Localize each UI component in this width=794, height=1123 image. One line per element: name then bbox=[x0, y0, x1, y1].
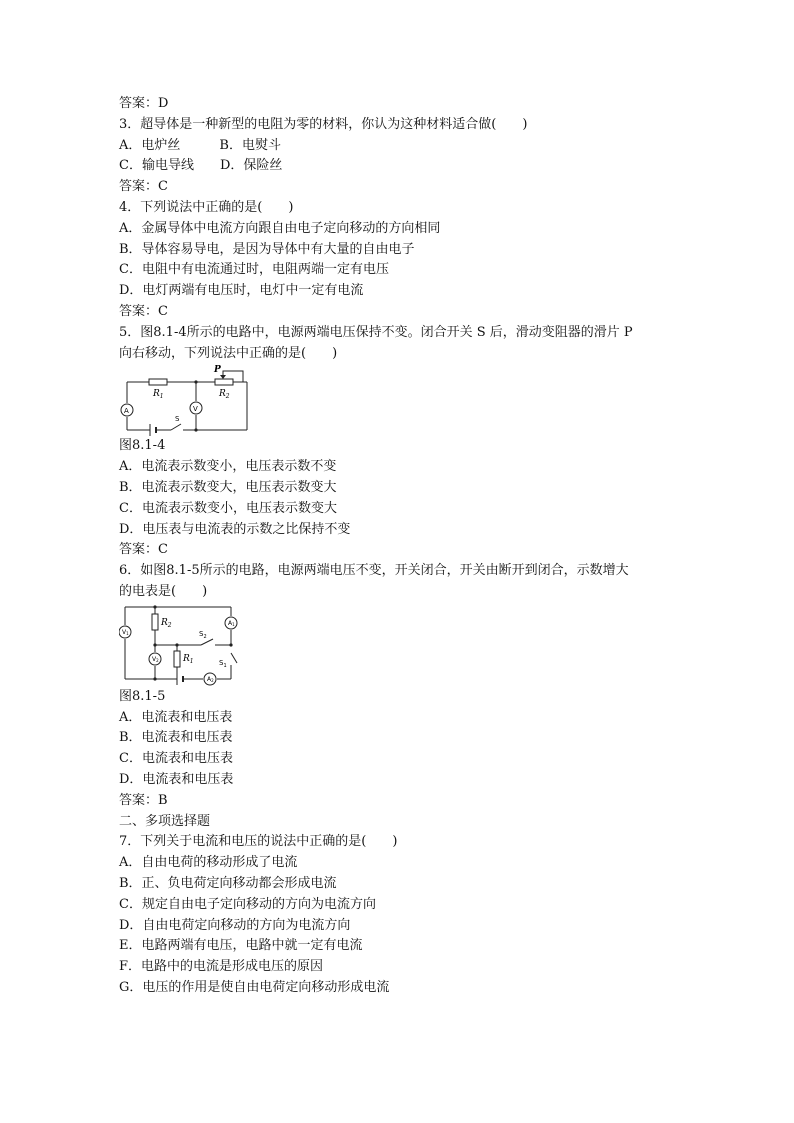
voltmeter-label: V bbox=[193, 405, 198, 414]
option-line: A．电流表示数变小，电压表示数不变 bbox=[119, 459, 337, 475]
option-line: E．电路两端有电压，电路中就一定有电流 bbox=[119, 938, 363, 954]
question-3: 3．超导体是一种新型的电阻为零的材料，你认为这种材料适合做( ) bbox=[119, 116, 528, 132]
ammeter-label: A bbox=[124, 407, 129, 416]
r1-label: $R_1$ bbox=[153, 389, 164, 401]
question-7: 7．下列关于电流和电压的说法中正确的是( ) bbox=[119, 834, 398, 850]
text-block-2 bbox=[119, 457, 679, 603]
r2-label: $R_2$ bbox=[219, 389, 230, 401]
r2-label: $R_2$ bbox=[161, 617, 172, 629]
option-line: A．电流表和电压表 bbox=[119, 709, 233, 725]
answer-line: 答案：C bbox=[119, 303, 168, 319]
v2-label: V2 bbox=[152, 655, 159, 663]
option-line: F．电路中的电流是形成电压的原因 bbox=[119, 959, 324, 975]
section-heading: 二、多项选择题 bbox=[119, 813, 211, 829]
option-line: A．电炉丝 B．电熨斗 bbox=[119, 137, 281, 153]
answer-line: 答案：C bbox=[119, 542, 168, 558]
slider-arrow bbox=[220, 375, 226, 379]
s1-label: $S_1$ bbox=[219, 658, 227, 669]
option-line: D．电灯两端有电压时，电灯中一定有电流 bbox=[119, 283, 364, 299]
r2-resistor bbox=[152, 614, 158, 630]
circuit-figure-8-1-4 bbox=[119, 364, 679, 436]
option-line: B．电流表示数变大，电压表示数变大 bbox=[119, 479, 337, 495]
switch-label: S bbox=[175, 415, 180, 424]
answer-line: 答案：B bbox=[119, 792, 168, 808]
s2-label: $S_2$ bbox=[199, 629, 207, 640]
option-line: C．电流表和电压表 bbox=[119, 751, 233, 767]
question-6-cont: 的电表是( ) bbox=[119, 583, 208, 599]
text-block-3 bbox=[119, 708, 679, 999]
question-5-cont: 向右移动，下列说法中正确的是( ) bbox=[119, 345, 338, 361]
option-line: D．自由电荷定向移动的方向为电流方向 bbox=[119, 917, 351, 933]
document-page bbox=[119, 94, 679, 999]
option-line: C．输电导线 D．保险丝 bbox=[119, 158, 283, 174]
option-line: C．电流表示数变小，电压表示数变大 bbox=[119, 500, 337, 516]
figure-caption: 图8.1-5 bbox=[119, 688, 166, 704]
question-5: 5．图8.1-4所示的电路中，电源两端电压保持不变。闭合开关 S 后，滑动变阻器的滑片 P bbox=[119, 324, 633, 340]
circuit-figure-8-1-5 bbox=[119, 603, 679, 687]
r2-rheostat bbox=[215, 379, 233, 385]
r1-resistor bbox=[174, 651, 180, 667]
circuit-diagram-2 bbox=[119, 603, 249, 687]
circuit-diagram-1 bbox=[119, 364, 259, 436]
question-6: 6．如图8.1-5所示的电路，电源两端电压不变，开关闭合，开关由断开到闭合，示数增大 bbox=[119, 563, 629, 579]
a1-label: A1 bbox=[228, 619, 235, 627]
option-line: C．规定自由电子定向移动的方向为电流方向 bbox=[119, 896, 376, 912]
option-line: A．自由电荷的移动形成了电流 bbox=[119, 855, 298, 871]
text-block-1 bbox=[119, 94, 679, 364]
option-line: B．导体容易导电，是因为导体中有大量的自由电子 bbox=[119, 241, 415, 257]
text-line: 答案：D bbox=[119, 96, 169, 111]
option-line: C．电阻中有电流通过时，电阻两端一定有电压 bbox=[119, 262, 389, 278]
option-line: B．电流表和电压表 bbox=[119, 730, 233, 746]
r1-label: $R_1$ bbox=[183, 653, 194, 665]
option-line: G．电压的作用是使自由电荷定向移动形成电流 bbox=[119, 979, 390, 995]
figure-caption: 图8.1-4 bbox=[119, 438, 166, 454]
option-line: A．金属导体中电流方向跟自由电子定向移动的方向相同 bbox=[119, 220, 441, 236]
option-line: B．正、负电荷定向移动都会形成电流 bbox=[119, 875, 337, 891]
a2-label: A2 bbox=[207, 675, 214, 683]
r1-resistor bbox=[149, 379, 167, 385]
v1-label: V1 bbox=[122, 628, 129, 636]
p-label: P bbox=[214, 365, 221, 376]
question-4: 4．下列说法中正确的是( ) bbox=[119, 199, 294, 215]
option-line: D．电流表和电压表 bbox=[119, 771, 234, 787]
answer-line: 答案：C bbox=[119, 179, 168, 195]
option-line: D．电压表与电流表的示数之比保持不变 bbox=[119, 521, 351, 537]
